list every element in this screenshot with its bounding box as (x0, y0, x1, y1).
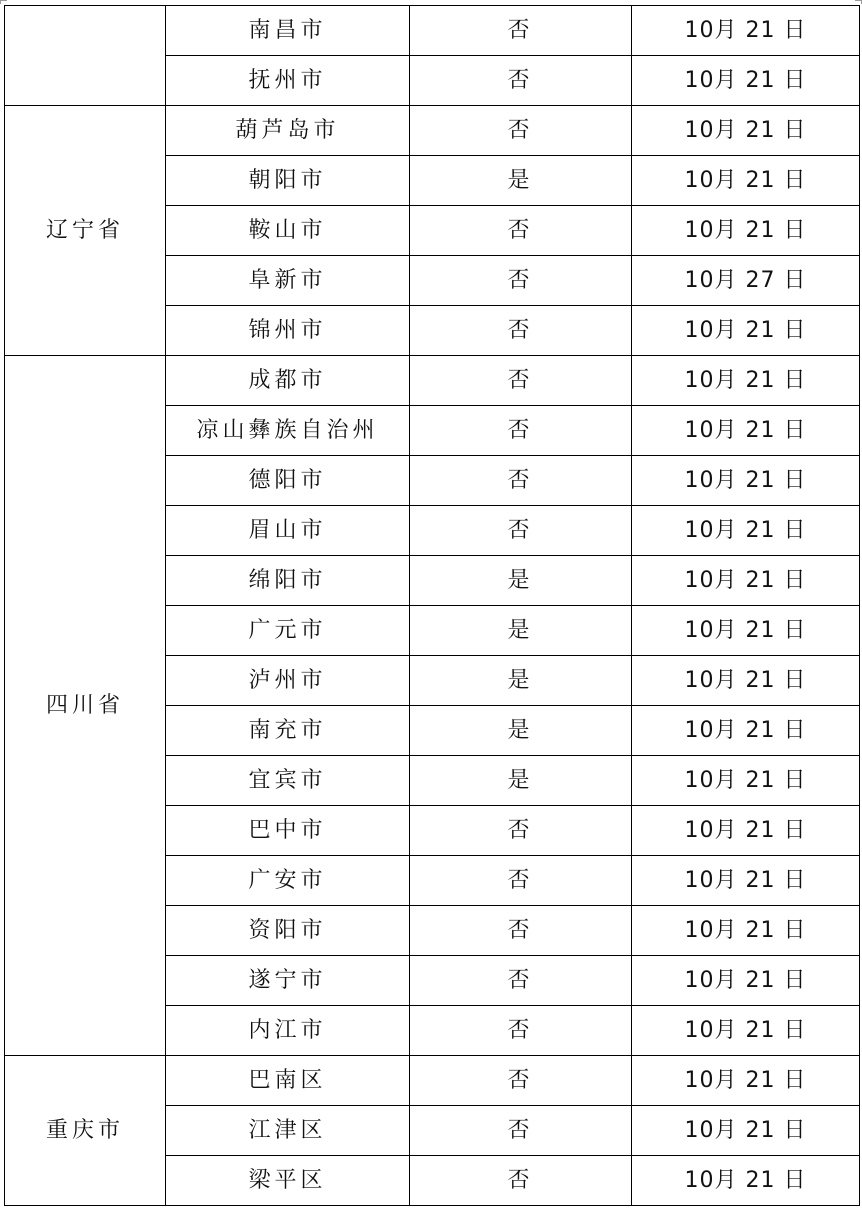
province-cell: 辽宁省 (5, 106, 166, 356)
date-cell: 10月 21 日 (632, 6, 860, 56)
city-cell: 凉山彝族自治州 (166, 406, 410, 456)
flag-cell: 是 (410, 656, 632, 706)
date-cell: 10月 21 日 (632, 856, 860, 906)
date-cell: 10月 21 日 (632, 656, 860, 706)
city-cell: 资阳市 (166, 906, 410, 956)
flag-cell: 否 (410, 856, 632, 906)
city-cell: 宜宾市 (166, 756, 410, 806)
city-cell: 朝阳市 (166, 156, 410, 206)
flag-cell: 否 (410, 406, 632, 456)
city-cell: 德阳市 (166, 456, 410, 506)
flag-cell: 否 (410, 306, 632, 356)
city-cell: 广元市 (166, 606, 410, 656)
flag-cell: 否 (410, 806, 632, 856)
date-cell: 10月 21 日 (632, 1156, 860, 1206)
date-cell: 10月 21 日 (632, 806, 860, 856)
date-cell: 10月 21 日 (632, 906, 860, 956)
city-cell: 巴中市 (166, 806, 410, 856)
flag-cell: 否 (410, 1156, 632, 1206)
date-cell: 10月 21 日 (632, 1056, 860, 1106)
page-corner-mark (0, 0, 7, 4)
date-cell: 10月 21 日 (632, 756, 860, 806)
city-cell: 巴南区 (166, 1056, 410, 1106)
flag-cell: 是 (410, 156, 632, 206)
city-cell: 鞍山市 (166, 206, 410, 256)
city-cell: 绵阳市 (166, 556, 410, 606)
city-cell: 梁平区 (166, 1156, 410, 1206)
table-row (5, 356, 860, 406)
city-cell: 江津区 (166, 1106, 410, 1156)
flag-cell: 否 (410, 956, 632, 1006)
province-cell: 重庆市 (5, 1056, 166, 1206)
city-cell: 锦州市 (166, 306, 410, 356)
date-cell: 10月 21 日 (632, 706, 860, 756)
flag-cell: 否 (410, 506, 632, 556)
date-cell: 10月 21 日 (632, 356, 860, 406)
flag-cell: 否 (410, 56, 632, 106)
date-cell: 10月 21 日 (632, 206, 860, 256)
city-cell: 南昌市 (166, 6, 410, 56)
flag-cell: 否 (410, 1006, 632, 1056)
flag-cell: 否 (410, 356, 632, 406)
date-cell: 10月 21 日 (632, 456, 860, 506)
table-row (5, 6, 860, 56)
city-cell: 眉山市 (166, 506, 410, 556)
date-cell: 10月 27 日 (632, 256, 860, 306)
date-cell: 10月 21 日 (632, 1006, 860, 1056)
page-corner-mark (855, 0, 862, 4)
flag-cell: 否 (410, 256, 632, 306)
flag-cell: 否 (410, 456, 632, 506)
city-cell: 阜新市 (166, 256, 410, 306)
flag-cell: 否 (410, 206, 632, 256)
province-cell: 四川省 (5, 356, 166, 1056)
flag-cell: 是 (410, 606, 632, 656)
city-cell: 广安市 (166, 856, 410, 906)
date-cell: 10月 21 日 (632, 106, 860, 156)
city-status-table (4, 5, 860, 1206)
date-cell: 10月 21 日 (632, 306, 860, 356)
province-cell (5, 6, 166, 106)
flag-cell: 否 (410, 1056, 632, 1106)
flag-cell: 是 (410, 706, 632, 756)
city-cell: 内江市 (166, 1006, 410, 1056)
date-cell: 10月 21 日 (632, 956, 860, 1006)
table-row (5, 106, 860, 156)
table-row (5, 1056, 860, 1106)
flag-cell: 是 (410, 556, 632, 606)
city-cell: 泸州市 (166, 656, 410, 706)
city-cell: 成都市 (166, 356, 410, 406)
flag-cell: 否 (410, 1106, 632, 1156)
flag-cell: 是 (410, 756, 632, 806)
date-cell: 10月 21 日 (632, 1106, 860, 1156)
city-cell: 遂宁市 (166, 956, 410, 1006)
flag-cell: 否 (410, 906, 632, 956)
city-cell: 抚州市 (166, 56, 410, 106)
date-cell: 10月 21 日 (632, 406, 860, 456)
city-cell: 南充市 (166, 706, 410, 756)
date-cell: 10月 21 日 (632, 156, 860, 206)
date-cell: 10月 21 日 (632, 56, 860, 106)
city-cell: 葫芦岛市 (166, 106, 410, 156)
date-cell: 10月 21 日 (632, 606, 860, 656)
date-cell: 10月 21 日 (632, 506, 860, 556)
flag-cell: 否 (410, 6, 632, 56)
table-body (5, 6, 860, 1206)
flag-cell: 否 (410, 106, 632, 156)
date-cell: 10月 21 日 (632, 556, 860, 606)
